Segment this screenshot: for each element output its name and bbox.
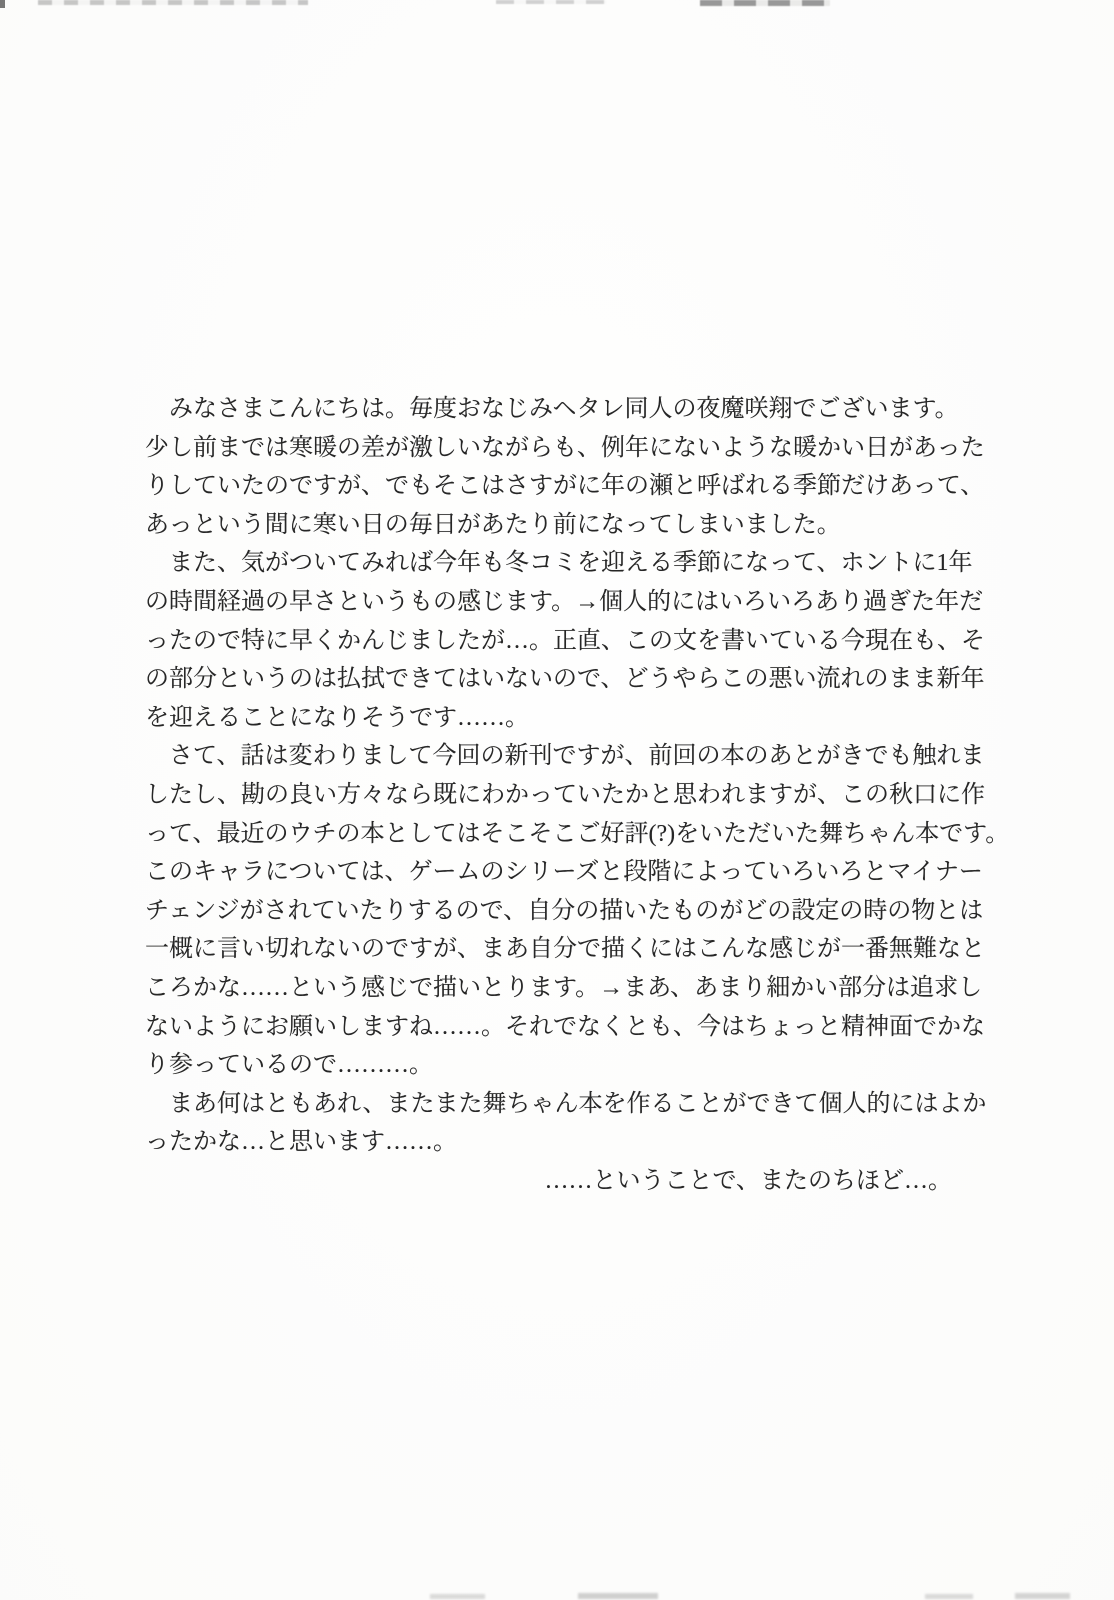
text-line: り参っているので………。 (145, 1052, 433, 1079)
text-line: みなさまこんにちは。毎度おなじみヘタレ同人の夜魔咲翔でございます。 (145, 396, 959, 422)
scan-artifact-bottom (430, 1594, 485, 1599)
text-line: ったので特に早くかんじましたが…。正直、この文を書いている今現在も、そ (145, 627, 985, 654)
afterword-text-block (145, 390, 1010, 1200)
text-line: このキャラについては、ゲームのシリーズと段階によっていろいろとマイナー (145, 859, 983, 886)
scan-artifact-top (700, 0, 830, 6)
scan-artifact-bottom (578, 1593, 658, 1599)
text-line: を迎えることになりそうです……。 (145, 704, 529, 731)
text-line: チェンジがされていたりするので、自分の描いたものがどの設定の時の物とは (145, 897, 984, 924)
text-line: さて、話は変わりまして今回の新刊ですが、前回の本のあとがきでも触れま (145, 743, 985, 770)
scan-artifact-bottom (1015, 1593, 1070, 1599)
text-line: ったかな…と思います……。 (145, 1129, 457, 1156)
text-line: って、最近のウチの本としてはそこそこご好評(?)をいただいた舞ちゃん本です。 (145, 820, 1010, 847)
scan-artifact-corner (0, 0, 5, 8)
closing-line: ……ということで、またのちほど…。 (544, 1167, 952, 1194)
text-line: りしていたのですが、でもそこはさすがに年の瀬と呼ばれる季節だけあって、 (145, 473, 985, 500)
text-line: ころかな……という感じで描いとります。→まあ、あまり細かい部分は追求し (145, 974, 983, 1001)
text-line: また、気がついてみれば今年も冬コミを迎える季節になって、ホントに1年 (145, 550, 973, 577)
text-line: まあ何はともあれ、またまた舞ちゃん本を作ることができて個人的にはよか (145, 1090, 987, 1117)
text-line: 一概に言い切れないのですが、まあ自分で描くにはこんな感じが一番無難なと (145, 936, 985, 963)
text-line: ないようにお願いしますね……。それでなくとも、今はちょっと精神面でかな (145, 1013, 985, 1040)
text-line: 少し前までは寒暖の差が激しいながらも、例年にないような暖かい日があった (145, 434, 985, 461)
scan-artifact-top (496, 0, 606, 4)
text-line: の部分というのは払拭できてはいないので、どうやらこの悪い流れのまま新年 (145, 666, 985, 693)
text-line: の時間経過の早さというもの感じます。→個人的にはいろいろあり過ぎた年だ (145, 588, 984, 615)
scan-artifact-bottom (925, 1594, 973, 1599)
text-line: あっという間に寒い日の毎日があたり前になってしまいました。 (145, 511, 841, 538)
text-line: したし、勘の良い方々なら既にわかっていたかと思われますが、この秋口に作 (145, 781, 985, 808)
scan-artifact-top (38, 0, 308, 5)
